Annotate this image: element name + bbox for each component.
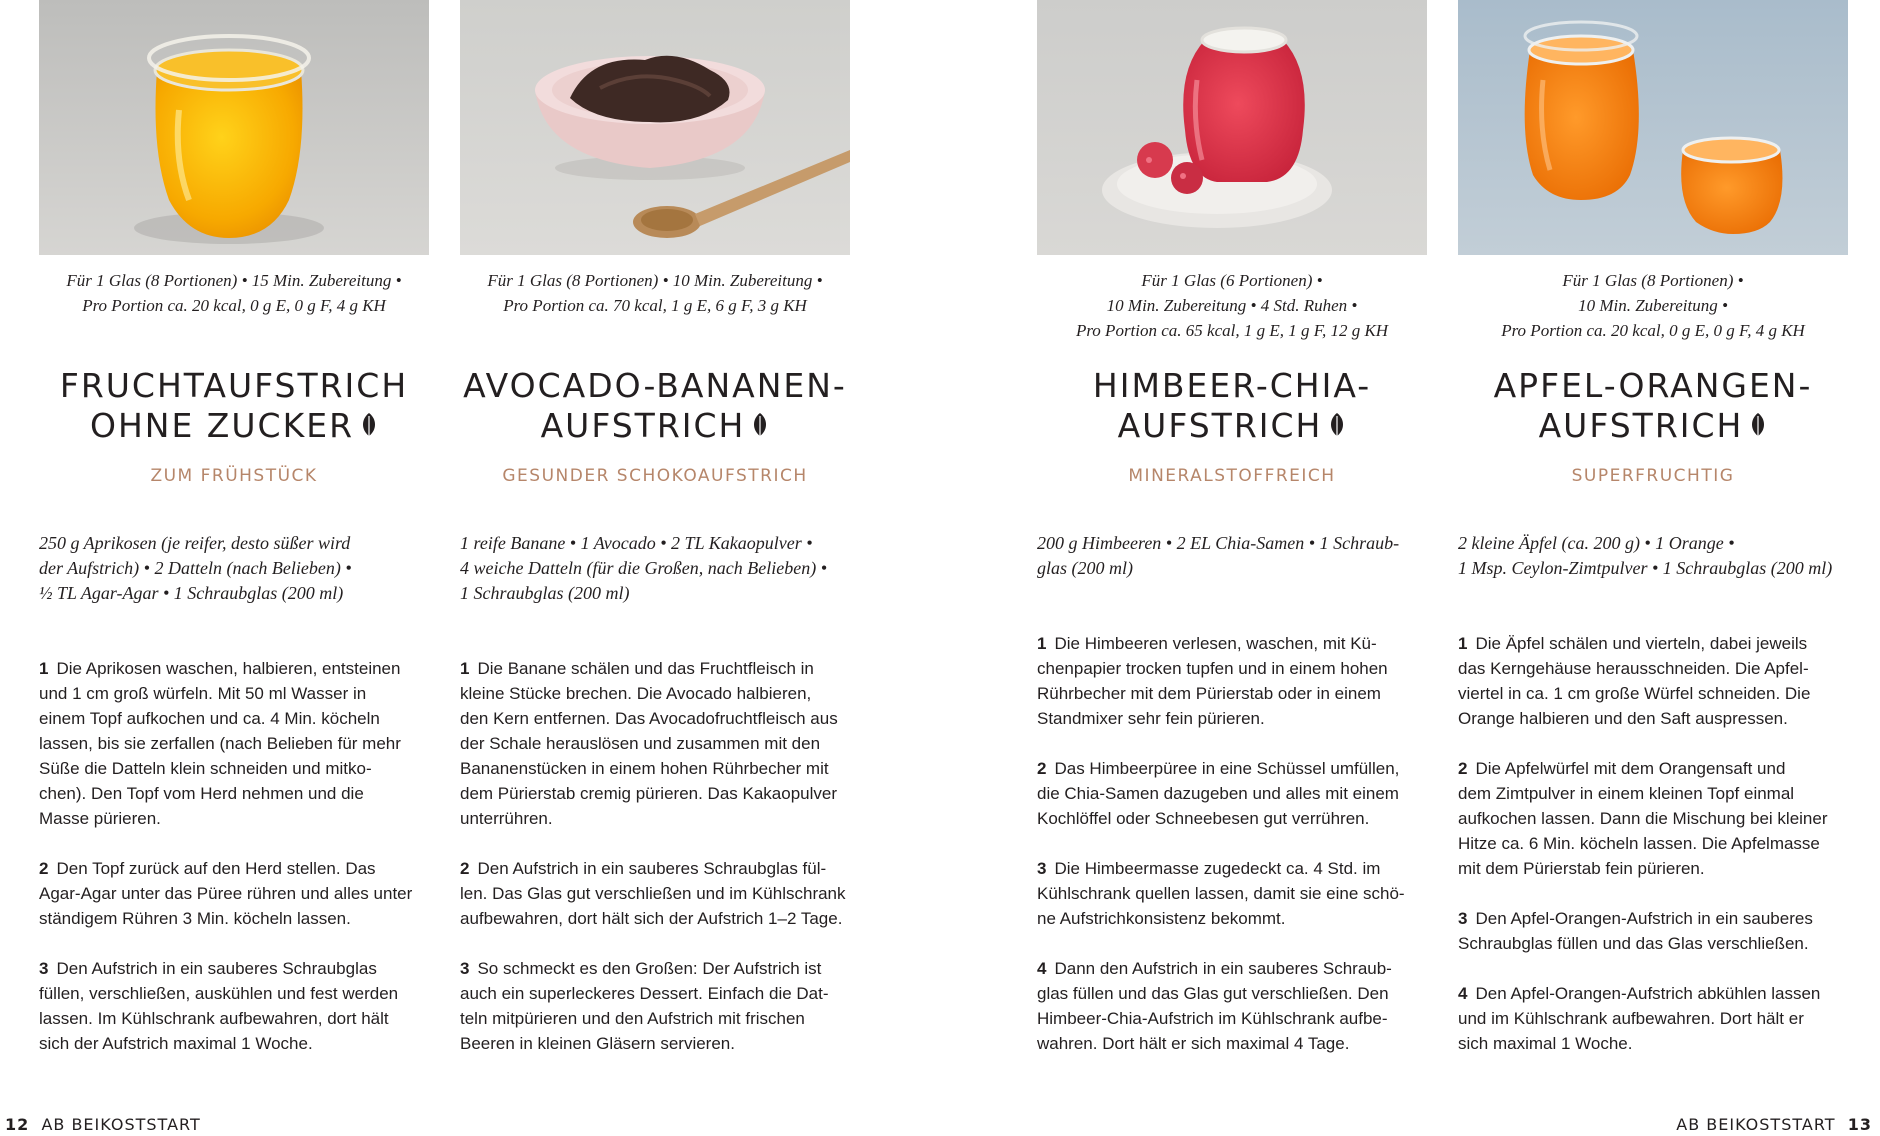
ingredients-line: 4 weiche Datteln (für die Großen, nach Belieben) • xyxy=(460,558,828,578)
step-text: sich der Aufstrich maximal 1 Woche. xyxy=(39,1034,313,1053)
step-text: Bananenstücken in einem hohen Rührbecher mit xyxy=(460,759,829,778)
step-number: 2 xyxy=(1037,759,1047,778)
recipe-subtitle: ZUM FRÜHSTÜCK xyxy=(150,466,318,486)
step-text: Masse pürieren. xyxy=(39,809,161,828)
step-1 xyxy=(1458,631,1870,731)
ingredients-list xyxy=(1458,531,1870,581)
step-text: lassen, bis sie zerfallen (nach Belieben für mehr xyxy=(39,734,401,753)
ingredients-line: 1 reife Banane • 1 Avocado • 2 TL Kakaopulver • xyxy=(460,533,813,553)
step-number: 3 xyxy=(1458,909,1468,928)
title-line: AUFSTRICH xyxy=(1538,406,1744,445)
meta-line: Für 1 Glas (6 Portionen) • xyxy=(1141,271,1323,290)
step-text: Standmixer sehr fein pürieren. xyxy=(1037,709,1265,728)
step-text: Das Himbeerpüree in eine Schüssel umfüllen, xyxy=(1054,759,1400,778)
meta-line: 10 Min. Zubereitung • 4 Std. Ruhen • xyxy=(1106,296,1358,315)
step-text: das Kerngehäuse herausschneiden. Die Apfel- xyxy=(1458,659,1809,678)
meta-line: Pro Portion ca. 65 kcal, 1 g E, 1 g F, 12 g KH xyxy=(1075,321,1389,340)
step-3 xyxy=(460,956,890,1056)
ingredients-line: 200 g Himbeeren • 2 EL Chia-Samen • 1 Schraub- xyxy=(1037,533,1400,553)
step-text: chenpapier trocken tupfen und in einem hohen xyxy=(1037,659,1388,678)
step-text: den Kern entfernen. Das Avocadofruchtfleisch aus xyxy=(460,709,838,728)
step-4 xyxy=(1458,981,1870,1056)
recipe-title xyxy=(19,366,449,446)
ingredients-list xyxy=(1037,531,1467,581)
step-number: 3 xyxy=(1037,859,1047,878)
meta-line: Pro Portion ca. 70 kcal, 1 g E, 6 g F, 3 g KH xyxy=(503,296,807,315)
title-line: HIMBEER-CHIA- xyxy=(1092,366,1372,405)
step-number: 4 xyxy=(1458,984,1468,1003)
title-line: FRUCHTAUFSTRICH xyxy=(59,366,409,405)
step-text: dem Pürierstab cremig pürieren. Das Kakaopulver xyxy=(460,784,838,803)
step-number: 3 xyxy=(39,959,49,978)
step-1 xyxy=(1037,631,1467,731)
step-text: So schmeckt es den Großen: Der Aufstrich ist xyxy=(477,959,822,978)
step-text: Die Äpfel schälen und vierteln, dabei jeweils xyxy=(1475,634,1808,653)
title-line: OHNE ZUCKER xyxy=(89,406,355,445)
step-text: sich maximal 1 Woche. xyxy=(1458,1034,1633,1053)
step-number: 4 xyxy=(1037,959,1047,978)
step-text: chen). Den Topf vom Herd nehmen und die xyxy=(39,784,364,803)
ingredients-list xyxy=(460,531,890,606)
step-text: der Schale herauslösen und zusammen mit den xyxy=(460,734,821,753)
leaf-icon xyxy=(360,412,378,439)
page-number-left: 12 xyxy=(5,1115,30,1134)
recipe-subtitle: SUPERFRUCHTIG xyxy=(1571,466,1735,486)
meta-line: Pro Portion ca. 20 kcal, 0 g E, 0 g F, 4 g KH xyxy=(82,296,386,315)
step-text: und im Kühlschrank aufbewahren. Dort hält er xyxy=(1458,1009,1804,1028)
footer-right xyxy=(1676,1115,1872,1134)
recipe-meta xyxy=(460,268,850,318)
step-text: Himbeer-Chia-Aufstrich im Kühlschrank aufbe- xyxy=(1037,1009,1388,1028)
recipe-subtitle: GESUNDER SCHOKOAUFSTRICH xyxy=(502,466,808,486)
recipe-meta xyxy=(39,268,429,318)
step-2 xyxy=(1458,756,1870,881)
step-text: Die Himbeeren verlesen, waschen, mit Kü- xyxy=(1054,634,1377,653)
step-text: Die Apfelwürfel mit dem Orangensaft und xyxy=(1475,759,1786,778)
step-text: die Chia-Samen dazugeben und alles mit einem xyxy=(1037,784,1399,803)
chocolate-spread-photo xyxy=(460,0,850,255)
recipe-meta xyxy=(1037,268,1427,343)
recipe-meta xyxy=(1458,268,1848,343)
step-text: Den Apfel-Orangen-Aufstrich abkühlen lassen xyxy=(1475,984,1821,1003)
step-text: Die Aprikosen waschen, halbieren, entsteinen xyxy=(56,659,401,678)
step-text: einem Topf aufkochen und ca. 4 Min. köcheln xyxy=(39,709,380,728)
meta-line: Für 1 Glas (8 Portionen) • 15 Min. Zubereitung • xyxy=(66,271,402,290)
step-text: Den Apfel-Orangen-Aufstrich in ein sauberes xyxy=(1475,909,1813,928)
meta-line: Pro Portion ca. 20 kcal, 0 g E, 0 g F, 4 g KH xyxy=(1501,321,1805,340)
recipe-steps xyxy=(1037,631,1467,1081)
page-number-right: 13 xyxy=(1847,1115,1872,1134)
recipe-title xyxy=(440,366,870,446)
step-number: 2 xyxy=(39,859,49,878)
step-number: 3 xyxy=(460,959,470,978)
recipe-title xyxy=(1438,366,1868,446)
step-text: Kühlschrank quellen lassen, damit sie eine schö- xyxy=(1037,884,1405,903)
meta-line: Für 1 Glas (8 Portionen) • xyxy=(1562,271,1744,290)
step-text: Agar-Agar unter das Püree rühren und alles unter xyxy=(39,884,413,903)
step-number: 1 xyxy=(1037,634,1047,653)
step-text: auch ein superleckeres Dessert. Einfach die Dat- xyxy=(460,984,829,1003)
step-text: Den Aufstrich in ein sauberes Schraubglas fül- xyxy=(477,859,827,878)
step-text: kleine Stücke brechen. Die Avocado halbieren, xyxy=(460,684,812,703)
step-1 xyxy=(460,656,890,831)
leaf-icon xyxy=(751,412,769,439)
recipe-steps xyxy=(1458,631,1870,1081)
step-text: lassen. Im Kühlschrank aufbewahren, dort hält xyxy=(39,1009,389,1028)
step-3 xyxy=(1037,856,1467,931)
step-text: Kochlöffel oder Schneebesen gut verrühren. xyxy=(1037,809,1370,828)
step-text: ne Aufstrichkonsistenz bekommt. xyxy=(1037,909,1286,928)
raspberry-jar-illustration xyxy=(1037,0,1427,255)
recipe-title xyxy=(1017,366,1447,446)
step-text: Orange halbieren und den Saft auspressen. xyxy=(1458,709,1788,728)
ingredients-line: glas (200 ml) xyxy=(1037,558,1133,578)
step-text: Schraubglas füllen und das Glas verschließen. xyxy=(1458,934,1809,953)
title-line: AVOCADO-BANANEN- xyxy=(463,366,847,405)
step-text: aufkochen lassen. Dann die Mischung bei kleiner xyxy=(1458,809,1828,828)
step-text: Hitze ca. 6 Min. köcheln lassen. Die Apfelmasse xyxy=(1458,834,1820,853)
step-text: unterrühren. xyxy=(460,809,553,828)
step-text: wahren. Dort hält er sich maximal 4 Tage. xyxy=(1037,1034,1350,1053)
apricot-jar-illustration xyxy=(39,0,429,255)
step-text: dem Zimtpulver in einem kleinen Topf einmal xyxy=(1458,784,1795,803)
step-2 xyxy=(39,856,469,931)
step-3 xyxy=(1458,906,1870,956)
apricot-jar-photo xyxy=(39,0,429,255)
step-number: 2 xyxy=(1458,759,1468,778)
step-3 xyxy=(39,956,469,1056)
ingredients-list xyxy=(39,531,469,606)
step-text: viertel in ca. 1 cm große Würfel schneiden. Die xyxy=(1458,684,1811,703)
meta-line: Für 1 Glas (8 Portionen) • 10 Min. Zubereitung • xyxy=(487,271,823,290)
section-label-right: AB BEIKOSTSTART xyxy=(1676,1115,1836,1134)
recipe-steps xyxy=(460,656,890,1081)
section-label-left: AB BEIKOSTSTART xyxy=(41,1115,201,1134)
step-text: und 1 cm groß würfeln. Mit 50 ml Wasser in xyxy=(39,684,367,703)
step-text: aufbewahren, dort hält sich der Aufstrich 1–2 Tage. xyxy=(460,909,843,928)
step-number: 2 xyxy=(460,859,470,878)
step-text: len. Das Glas gut verschließen und im Kühlschrank xyxy=(460,884,846,903)
footer-left xyxy=(5,1115,201,1134)
ingredients-line: ½ TL Agar-Agar • 1 Schraubglas (200 ml) xyxy=(39,583,344,603)
ingredients-line: der Aufstrich) • 2 Datteln (nach Belieben) • xyxy=(39,558,352,578)
step-text: Rührbecher mit dem Pürierstab oder in einem xyxy=(1037,684,1381,703)
chocolate-bowl-illustration xyxy=(460,0,850,255)
leaf-icon xyxy=(1328,412,1346,439)
step-text: Die Banane schälen und das Fruchtfleisch in xyxy=(477,659,814,678)
title-line: AUFSTRICH xyxy=(540,406,746,445)
recipe-subtitle: MINERALSTOFFREICH xyxy=(1128,466,1336,486)
step-text: ständigem Rühren 3 Min. köcheln lassen. xyxy=(39,909,351,928)
title-line: AUFSTRICH xyxy=(1117,406,1323,445)
ingredients-line: 1 Msp. Ceylon-Zimtpulver • 1 Schraubglas (200 ml) xyxy=(1458,558,1833,578)
step-text: glas füllen und das Glas gut verschließen. Den xyxy=(1037,984,1389,1003)
step-text: mit dem Pürierstab fein pürieren. xyxy=(1458,859,1705,878)
step-number: 1 xyxy=(39,659,49,678)
recipe-steps xyxy=(39,656,469,1081)
step-text: Den Aufstrich in ein sauberes Schraubglas xyxy=(56,959,377,978)
ingredients-line: 2 kleine Äpfel (ca. 200 g) • 1 Orange • xyxy=(1458,533,1735,553)
meta-line: 10 Min. Zubereitung • xyxy=(1578,296,1728,315)
step-1 xyxy=(39,656,469,831)
step-text: Beeren in kleinen Gläsern servieren. xyxy=(460,1034,735,1053)
step-2 xyxy=(460,856,890,931)
ingredients-line: 250 g Aprikosen (je reifer, desto süßer wird xyxy=(39,533,351,553)
ingredients-line: 1 Schraubglas (200 ml) xyxy=(460,583,630,603)
step-number: 1 xyxy=(1458,634,1468,653)
raspberry-jar-photo xyxy=(1037,0,1427,255)
step-number: 1 xyxy=(460,659,470,678)
step-2 xyxy=(1037,756,1467,831)
step-text: Die Himbeermasse zugedeckt ca. 4 Std. im xyxy=(1054,859,1381,878)
step-text: füllen, verschließen, auskühlen und fest werden xyxy=(39,984,399,1003)
apple-orange-jars-photo xyxy=(1458,0,1848,255)
step-text: Süße die Datteln klein schneiden und mitko- xyxy=(39,759,372,778)
step-text: Den Topf zurück auf den Herd stellen. Das xyxy=(56,859,376,878)
step-4 xyxy=(1037,956,1467,1056)
leaf-icon xyxy=(1749,412,1767,439)
title-line: APFEL-ORANGEN- xyxy=(1493,366,1813,405)
step-text: Dann den Aufstrich in ein sauberes Schraub- xyxy=(1054,959,1392,978)
step-text: teln mitpürieren und den Aufstrich mit frischen xyxy=(460,1009,805,1028)
apple-orange-jars-illustration xyxy=(1458,0,1848,255)
